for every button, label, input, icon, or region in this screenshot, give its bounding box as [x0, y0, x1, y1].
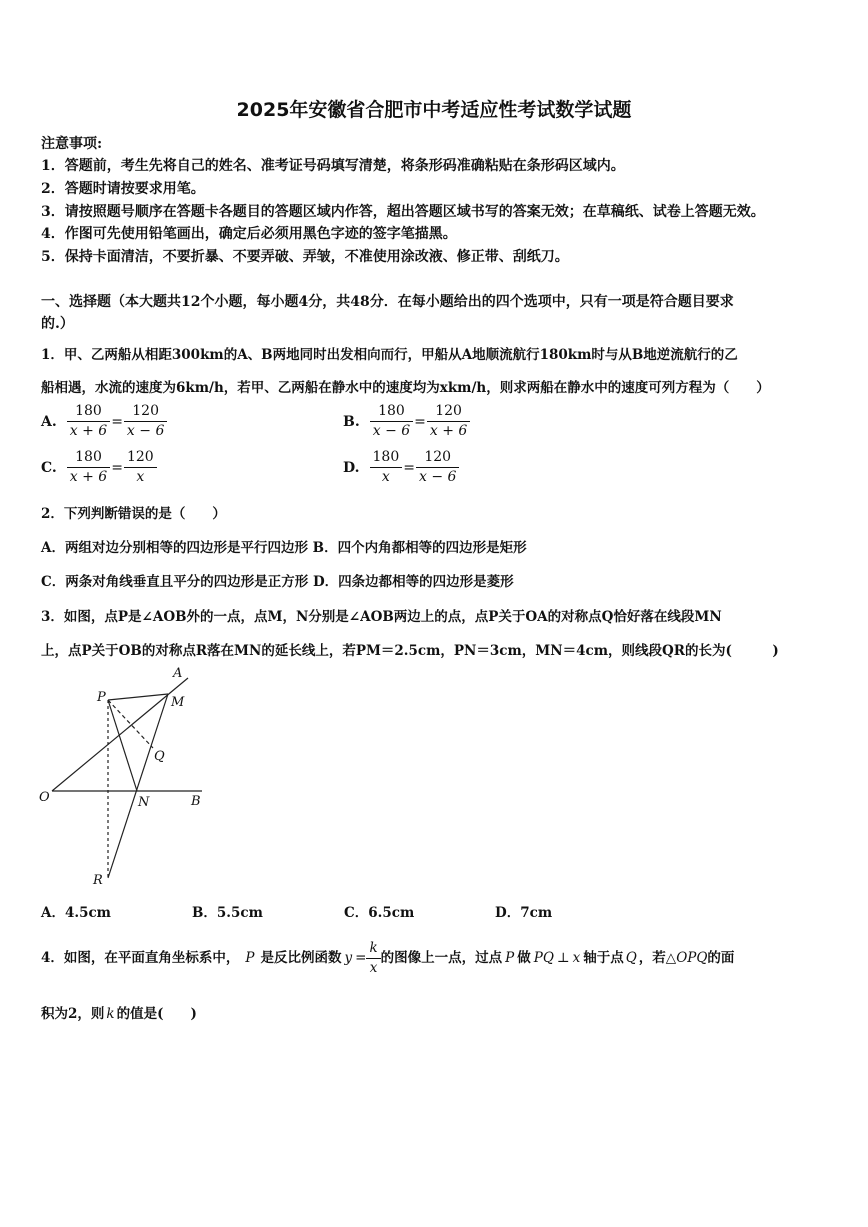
denominator: x − 6: [372, 423, 411, 439]
equals-sign: =: [355, 950, 367, 966]
q1-stem-line2: 船相遇，水流的速度为6km/h，若甲、乙两船在静水中的速度均为xkm/h，则求两船在静水中的速度可列方程为（ ）: [41, 380, 770, 396]
segment-pm: [108, 694, 168, 700]
q3-option-d: D．7cm: [495, 905, 553, 921]
q1-option-c: [41, 448, 157, 487]
fraction: [124, 402, 167, 441]
notice-item: 4．作图可先使用铅笔画出，确定后必须用黑色字迹的签字笔描黑。: [41, 226, 457, 242]
page-title: 2025年安徽省合肥市中考适应性考试数学试题: [236, 99, 632, 121]
denominator: x + 6: [429, 423, 468, 439]
geometry-figure: [30, 660, 220, 892]
numerator: 120: [124, 402, 167, 422]
notice-item: 2．答题时请按要求用笔。: [41, 181, 205, 197]
section-heading: 一、选择题（本大题共12个小题，每小题4分，共48分．在每小题给出的四个选项中，只有一项是符合题目要求: [41, 294, 734, 310]
q3-option-c: C．6.5cm: [344, 905, 415, 921]
segment-mr: [108, 694, 168, 878]
label-r: R: [93, 873, 103, 888]
label-a: A: [173, 666, 183, 681]
label-n: N: [138, 795, 150, 810]
numerator: 180: [67, 448, 110, 468]
numerator: 120: [427, 402, 470, 422]
q1-option-b: [343, 402, 470, 441]
text: 的面: [707, 950, 735, 966]
numerator: 180: [370, 448, 403, 468]
equals-sign: =: [111, 413, 123, 430]
option-label: D.: [343, 459, 360, 476]
math-y: y: [344, 950, 353, 966]
text: 轴于点: [583, 950, 624, 966]
denominator: x: [381, 469, 390, 485]
numerator: 120: [124, 448, 157, 468]
q1-option-d: [343, 448, 459, 487]
fraction: [427, 402, 470, 441]
q3-stem-line2: 上，点P关于OB的对称点R落在MN的延长线上，若PM＝2.5cm，PN＝3cm，MN＝4cm，则线段QR的长为( ): [41, 643, 779, 659]
label-m: M: [171, 695, 185, 710]
denominator: x − 6: [418, 469, 457, 485]
q4-stem-line2: [41, 1002, 197, 1022]
label-q: Q: [154, 749, 165, 764]
option-label: C.: [41, 459, 57, 476]
denominator: x: [369, 960, 378, 976]
math-x: x: [572, 950, 581, 966]
text: 的图像上一点，过点: [380, 950, 503, 966]
numerator: k: [366, 939, 380, 959]
notice-heading: 注意事项:: [41, 136, 103, 152]
denominator: x: [136, 469, 145, 485]
math-opq: OPQ: [676, 950, 708, 966]
fraction: [370, 448, 403, 487]
fraction: [67, 402, 110, 441]
math-k: k: [106, 1006, 115, 1022]
math-q: Q: [625, 950, 637, 966]
q4-stem-line1: [41, 938, 734, 978]
math-p: P: [505, 950, 515, 966]
fraction: [416, 448, 459, 487]
text: ，若△: [638, 950, 677, 966]
segment-pq-dashed: [108, 700, 153, 748]
fraction: [124, 448, 157, 487]
q3-option-a: A．4.5cm: [41, 905, 111, 921]
numerator: 180: [67, 402, 110, 422]
notice-item: 3．请按照题号顺序在答题卡各题目的答题区域内作答，超出答题区域书写的答案无效；在草稿纸、试卷上答题无效。: [41, 204, 765, 220]
math-pq: PQ: [533, 950, 554, 966]
label-b: B: [191, 794, 201, 809]
equals-sign: =: [111, 459, 123, 476]
q1-stem-line1: 1．甲、乙两船从相距300km的A、B两地同时出发相向而行，甲船从A地顺流航行180km时与从B地逆流航行的乙: [41, 347, 738, 363]
text: 是反比例函数: [260, 950, 342, 966]
q1-option-a: [41, 402, 167, 441]
section-heading-cont: 的.）: [41, 316, 74, 332]
equals-sign: =: [414, 413, 426, 430]
denominator: x − 6: [126, 423, 165, 439]
text: 做: [517, 950, 531, 966]
fraction: [370, 402, 413, 441]
text: 积为2，则: [41, 1006, 105, 1022]
fraction-k-over-x: [366, 939, 380, 978]
fraction: [67, 448, 110, 487]
notice-item: 5．保持卡面清洁，不要折暴、不要弄破、弄皱，不准使用涂改液、修正带、刮纸刀。: [41, 249, 569, 265]
denominator: x + 6: [69, 423, 108, 439]
notice-item: 1．答题前，考生先将自己的姓名、准考证号码填写清楚，将条形码准确粘贴在条形码区域内。: [41, 158, 625, 174]
text: 4．如图，在平面直角坐标系中，: [41, 950, 240, 966]
q2-stem: 2．下列判断错误的是（ ）: [41, 506, 226, 522]
q3-stem-line1: 3．如图，点P是∠AOB外的一点，点M，N分别是∠AOB两边上的点，点P关于OA的对称点Q恰好落在线段MN: [41, 609, 722, 625]
math-p: P: [245, 950, 255, 966]
q2-options-row2: C．两条对角线垂直且平分的四边形是正方形 D．四条边都相等的四边形是菱形: [41, 574, 514, 590]
option-label: B.: [343, 413, 360, 430]
perp-symbol: ⊥: [556, 950, 570, 966]
label-p: P: [97, 690, 106, 705]
denominator: x + 6: [69, 469, 108, 485]
segment-pn: [108, 700, 137, 791]
equals-sign: =: [403, 459, 415, 476]
q2-options-row1: A．两组对边分别相等的四边形是平行四边形 B．四个内角都相等的四边形是矩形: [41, 540, 527, 556]
label-o: O: [39, 790, 50, 805]
option-label: A.: [41, 413, 57, 430]
numerator: 180: [370, 402, 413, 422]
numerator: 120: [416, 448, 459, 468]
text: 的值是( ): [116, 1006, 197, 1022]
q3-option-b: B．5.5cm: [192, 905, 263, 921]
